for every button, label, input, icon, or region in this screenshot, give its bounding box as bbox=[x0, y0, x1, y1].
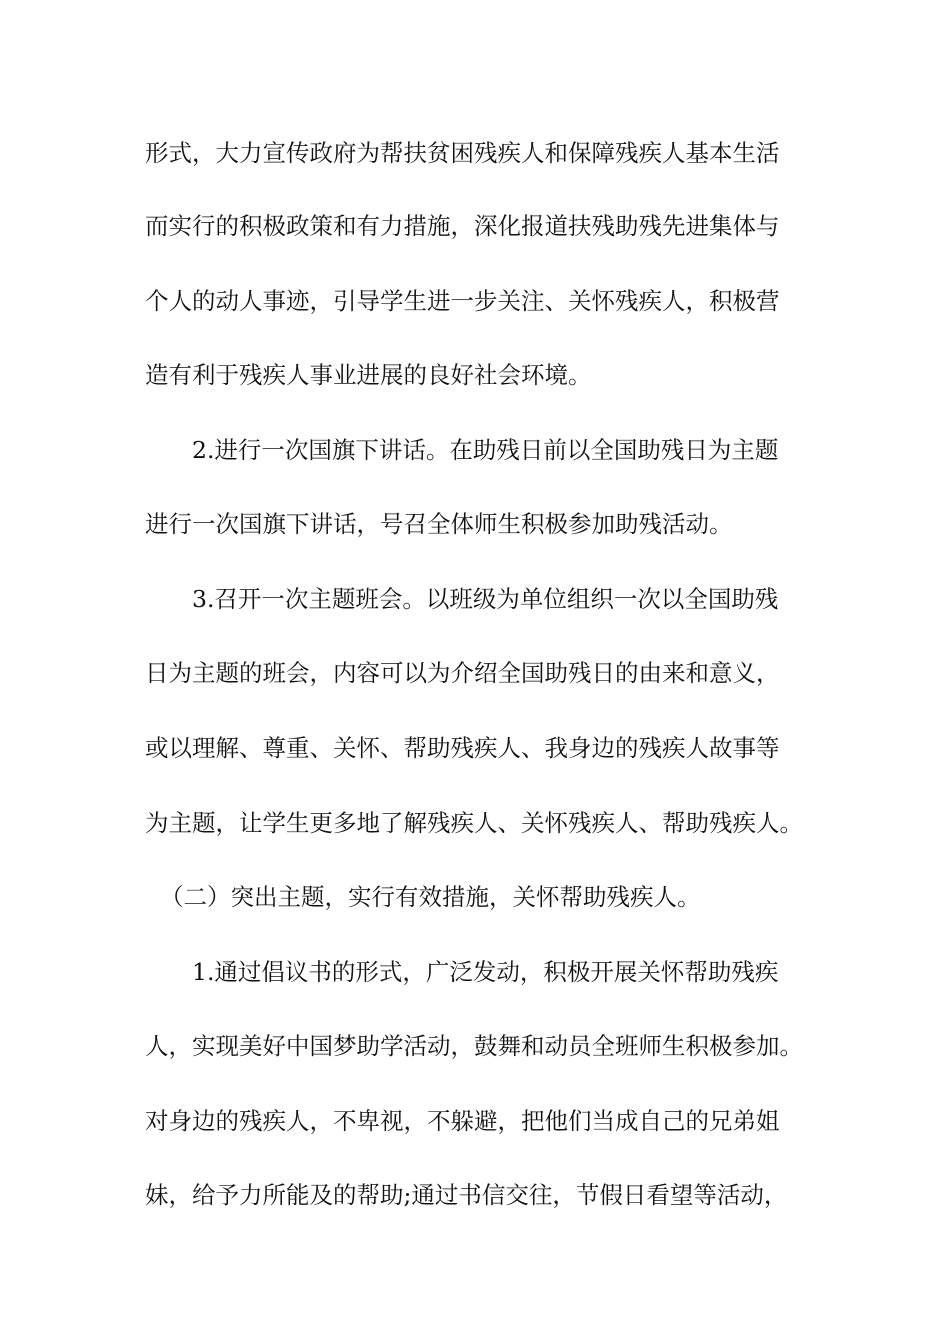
text-line: 而实行的积极政策和有力措施，深化报道扶残助残先进集体与 bbox=[145, 212, 780, 240]
text-line: 3.召开一次主题班会。以班级为单位组织一次以全国助残 bbox=[192, 585, 779, 613]
text-line: 或以理解、尊重、关怀、帮助残疾人、我身边的残疾人故事等 bbox=[145, 734, 780, 762]
text-line: 2.进行一次国旗下讲话。在助残日前以全国助残日为主题 bbox=[192, 436, 779, 464]
text-line: 妹，给予力所能及的帮助;通过书信交往，节假日看望等活动， bbox=[145, 1181, 788, 1209]
text-line: 进行一次国旗下讲话，号召全体师生积极参加助残活动。 bbox=[145, 510, 733, 538]
section-heading: （二）突出主题，实行有效措施，关怀帮助残疾人。 bbox=[160, 883, 701, 911]
text-line: 人，实现美好中国梦助学活动，鼓舞和动员全班师生积极参加。 bbox=[145, 1032, 803, 1060]
text-line: 1.通过倡议书的形式，广泛发动，积极开展关怀帮助残疾 bbox=[192, 958, 779, 986]
text-line: 个人的动人事迹，引导学生进一步关注、关怀残疾人，积极营 bbox=[145, 287, 780, 315]
text-line: 日为主题的班会，内容可以为介绍全国助残日的由来和意义， bbox=[145, 659, 780, 687]
text-line: 造有利于残疾人事业进展的良好社会环境。 bbox=[145, 361, 592, 389]
text-line: 为主题，让学生更多地了解残疾人、关怀残疾人、帮助残疾人。 bbox=[145, 809, 803, 837]
text-line: 形式，大力宣传政府为帮扶贫困残疾人和保障残疾人基本生活 bbox=[145, 139, 780, 167]
text-line: 对身边的残疾人，不卑视，不躲避，把他们当成自己的兄弟姐 bbox=[145, 1107, 780, 1135]
